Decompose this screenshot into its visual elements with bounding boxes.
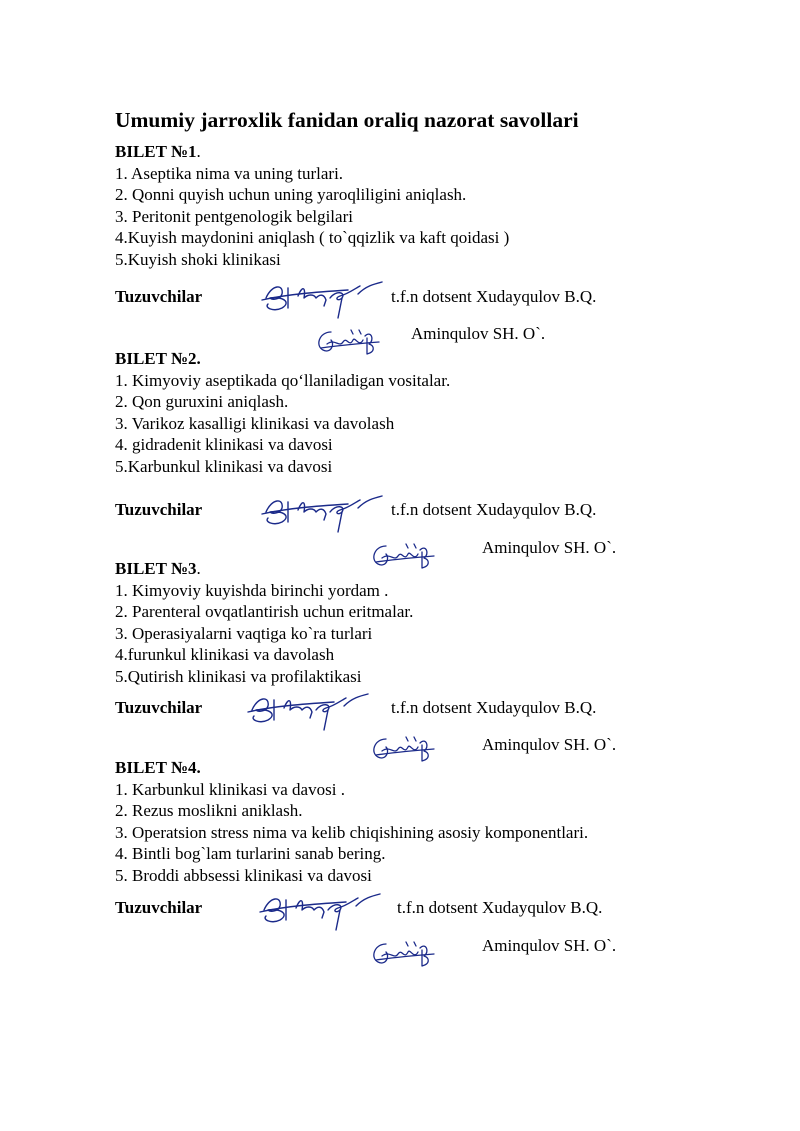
question: 2. Rezus moslikni aniklash. [115, 801, 303, 821]
ticket-label: BILET №1 [115, 142, 197, 161]
author-xudayqulov: t.f.n dotsent Xudayqulov B.Q. [391, 698, 597, 717]
authors-label: Tuzuvchilar [115, 287, 203, 306]
ticket-label-suffix: . [196, 559, 201, 578]
ticket-header [115, 757, 675, 779]
authors-label: Tuzuvchilar [115, 898, 203, 917]
signature-aminqulov [368, 938, 438, 970]
authors-label: Tuzuvchilar [115, 500, 203, 519]
question: 2. Qonni quyish uchun uning yaroqliligini aniqlash. [115, 185, 467, 205]
question: 3. Varikoz kasalligi klinikasi va davolash [115, 413, 395, 433]
question: 4.furunkul klinikasi va davolash [115, 645, 335, 665]
authors-label: Tuzuvchilar [115, 698, 203, 717]
author-aminqulov: Aminqulov SH. O`. [482, 936, 617, 955]
ticket-label: BILET №3 [115, 559, 197, 578]
signature-xudayqulov [244, 690, 374, 732]
question: 5.Kuyish shoki klinikasi [115, 249, 281, 269]
ticket-label: BILET №4. [115, 758, 201, 777]
question: 4.Kuyish maydonini aniqlash ( to`qqizlik va kaft qoidasi ) [115, 228, 510, 248]
question: 3. Operatsion stress nima va kelib chiqishining asosiy komponentlari. [115, 822, 589, 842]
ticket-2 [115, 348, 675, 478]
ticket-label-suffix: . [196, 142, 201, 161]
question: 3. Peritonit pentgenologik belgilari [115, 206, 353, 226]
ticket-1 [115, 141, 675, 271]
ticket-label: BILET №2. [115, 349, 201, 368]
ticket-header [115, 141, 675, 163]
question: 1. Kimyoviy aseptikada qo‘llaniladigan vositalar. [115, 370, 451, 390]
question: 3. Operasiyalarni vaqtiga ko`ra turlari [115, 623, 373, 643]
question: 5.Karbunkul klinikasi va davosi [115, 456, 333, 476]
question: 2. Qon guruxini aniqlash. [115, 392, 289, 412]
document-title: Umumiy jarroxlik fanidan oraliq nazorat savollari [115, 108, 579, 132]
signature-xudayqulov [258, 278, 388, 320]
author-xudayqulov: t.f.n dotsent Xudayqulov B.Q. [391, 500, 597, 519]
signature-xudayqulov [258, 492, 388, 534]
author-aminqulov: Aminqulov SH. O`. [482, 538, 617, 557]
ticket-4 [115, 757, 675, 887]
question: 2. Parenteral ovqatlantirish uchun eritmalar. [115, 602, 414, 622]
question: 5. Broddi abbsessi klinikasi va davosi [115, 865, 372, 885]
author-aminqulov: Aminqulov SH. O`. [482, 735, 617, 754]
ticket-3 [115, 558, 675, 688]
question: 1. Kimyoviy kuyishda birinchi yordam . [115, 580, 389, 600]
author-xudayqulov: t.f.n dotsent Xudayqulov B.Q. [391, 287, 597, 306]
author-xudayqulov: t.f.n dotsent Xudayqulov B.Q. [397, 898, 603, 917]
ticket-header [115, 558, 675, 580]
signature-xudayqulov [256, 890, 386, 932]
author-aminqulov: Aminqulov SH. O`. [411, 324, 546, 343]
question: 1. Aseptika nima va uning turlari. [115, 163, 344, 183]
question: 4. Bintli bog`lam turlarini sanab bering. [115, 844, 386, 864]
ticket-header [115, 348, 675, 370]
question: 5.Qutirish klinikasi va profilaktikasi [115, 666, 362, 686]
question: 4. gidradenit klinikasi va davosi [115, 435, 333, 455]
question: 1. Karbunkul klinikasi va davosi . [115, 779, 345, 799]
